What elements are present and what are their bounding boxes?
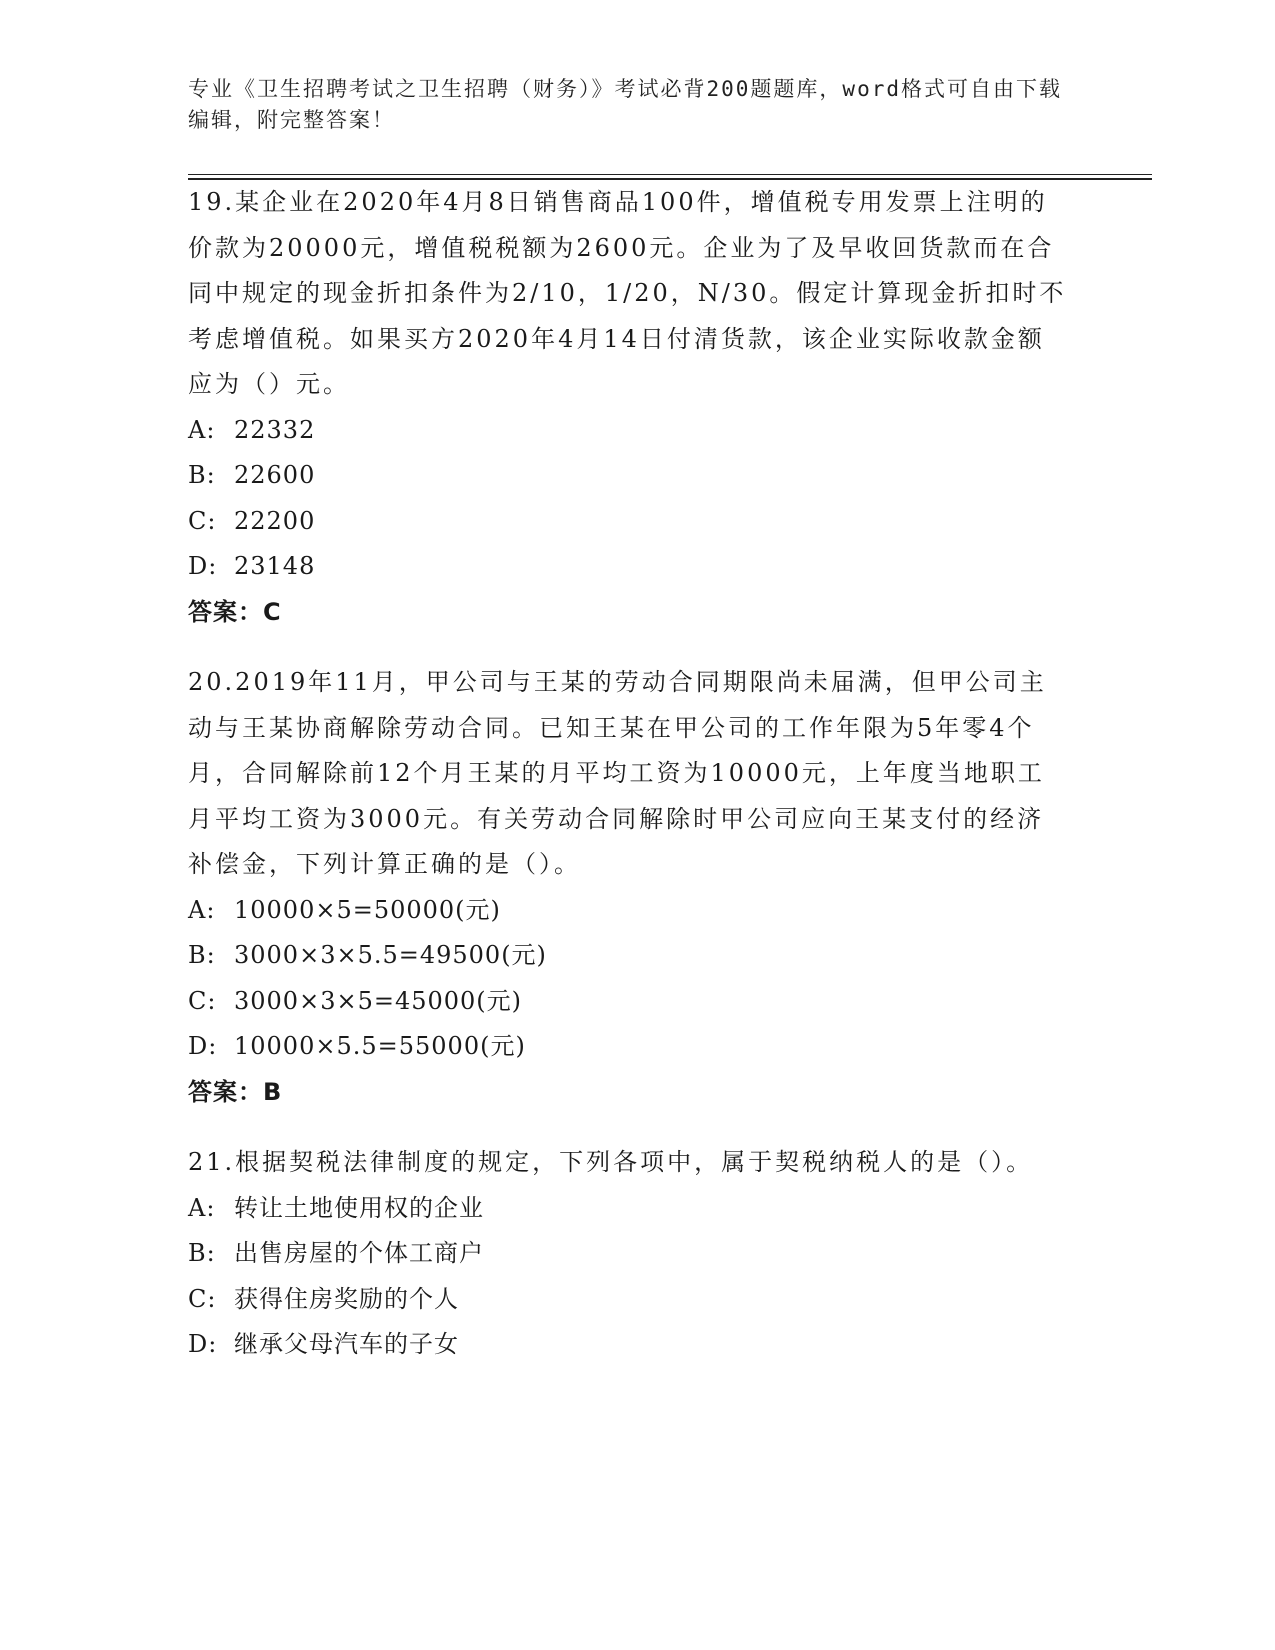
option-key: A: xyxy=(188,1193,216,1222)
option-key: C: xyxy=(188,1284,217,1313)
option-text: 3000×3×5=45000(元) xyxy=(234,986,523,1015)
option-text: 出售房屋的个体工商户 xyxy=(234,1239,484,1267)
question-20 xyxy=(188,660,1068,1115)
option-text: 22332 xyxy=(234,415,316,444)
option-a xyxy=(188,1186,1068,1232)
document-header: 专业《卫生招聘考试之卫生招聘（财务）》考试必背200题题库，word格式可自由下载编辑，附完整答案！ xyxy=(188,77,1062,132)
question-21 xyxy=(188,1140,1068,1368)
option-b xyxy=(188,1231,1068,1277)
answer-line: 答案：C xyxy=(188,597,282,626)
option-a xyxy=(188,408,1068,454)
option-text: 继承父母汽车的子女 xyxy=(234,1330,459,1358)
option-c xyxy=(188,1277,1068,1323)
question-stem: 21.根据契税法律制度的规定，下列各项中，属于契税纳税人的是（）。 xyxy=(188,1148,1034,1176)
option-a xyxy=(188,888,1068,934)
option-text: 10000×5=50000(元) xyxy=(234,895,501,924)
option-text: 23148 xyxy=(234,552,316,580)
option-key: A: xyxy=(188,895,216,924)
option-b xyxy=(188,933,1068,979)
option-key: D: xyxy=(188,552,218,580)
option-text: 10000×5.5=55000(元) xyxy=(234,1032,526,1060)
option-text: 获得住房奖励的个人 xyxy=(234,1284,459,1313)
option-c xyxy=(188,979,1068,1025)
option-text: 3000×3×5.5=49500(元) xyxy=(234,941,547,969)
option-key: C: xyxy=(188,506,217,535)
option-text: 转让土地使用权的企业 xyxy=(234,1193,484,1222)
option-key: A: xyxy=(188,415,216,444)
answer-line: 答案：B xyxy=(188,1077,283,1106)
option-key: B: xyxy=(188,461,216,489)
option-key: D: xyxy=(188,1330,218,1358)
option-c xyxy=(188,499,1068,545)
option-text: 22200 xyxy=(234,506,316,535)
option-d xyxy=(188,544,1068,590)
option-key: C: xyxy=(188,986,217,1015)
question-19 xyxy=(188,180,1068,635)
option-d xyxy=(188,1024,1068,1070)
option-key: B: xyxy=(188,941,216,969)
question-stem: 19.某企业在2020年4月8日销售商品100件，增值税专用发票上注明的价款为20000元，增值税税额为2600元。企业为了及早收回货款而在合同中规定的现金折扣条件为2/10，1/20，N/30。假定计算现金折扣时不考虑增值税。如果买方2020年4月14日付清货款，该企业实际收款金额应为（）元。 xyxy=(188,188,1067,398)
header-divider-thin xyxy=(188,174,1152,175)
option-text: 22600 xyxy=(234,461,316,489)
option-key: B: xyxy=(188,1239,216,1267)
question-stem: 20.2019年11月，甲公司与王某的劳动合同期限尚未届满，但甲公司主动与王某协商解除劳动合同。已知王某在甲公司的工作年限为5年零4个月，合同解除前12个月王某的月平均工资为10000元，上年度当地职工月平均工资为3000元。有关劳动合同解除时甲公司应向王某支付的经济补偿金，下列计算正确的是（）。 xyxy=(188,668,1047,878)
option-b xyxy=(188,453,1068,499)
option-d xyxy=(188,1322,1068,1368)
option-key: D: xyxy=(188,1032,218,1060)
